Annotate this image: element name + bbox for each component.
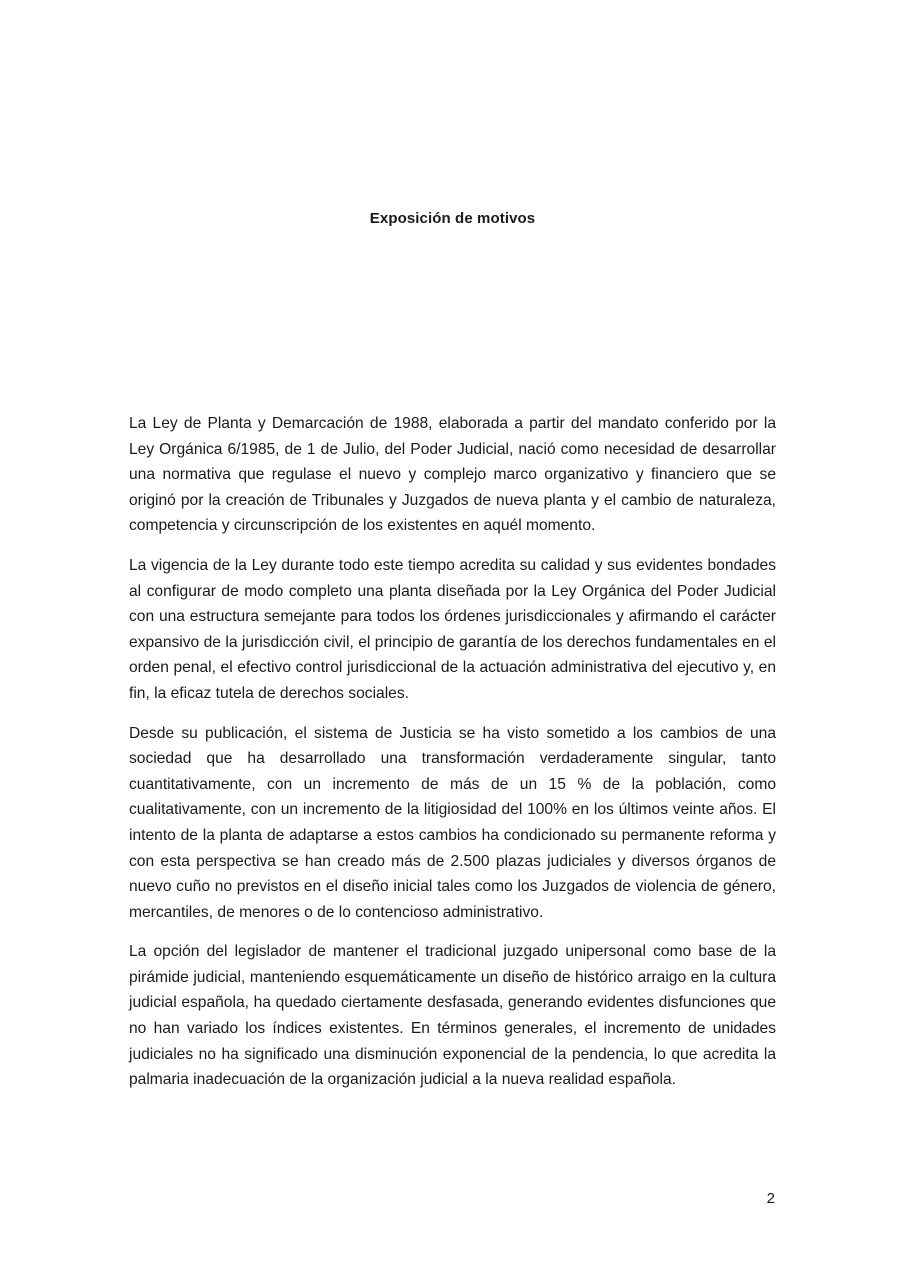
paragraph-3: Desde su publicación, el sistema de Justicia se ha visto sometido a los cambios de una sociedad que ha desarrollado una transformación verdaderamente singular, tanto cuantitativamente, con un incremento de más de un 15 % de la población, como cualitativamente, con un incremento de la litigiosidad del 100% en los últimos veinte años. El intento de la planta de adaptarse a estos cambios ha condicionado su permanente reforma y con esta perspectiva se han creado más de 2.500 plazas judiciales y diversos órganos de nuevo cuño no previstos en el diseño inicial tales como los Juzgados de violencia de género, mercantiles, de menores o de lo contencioso administrativo. — [129, 724, 776, 921]
paragraph-2: La vigencia de la Ley durante todo este tiempo acredita su calidad y sus evidentes bondades al configurar de modo completo una planta diseñada por la Ley Orgánica del Poder Judicial con una estructura semejante para todos los órdenes jurisdiccionales y afirmando el carácter expansivo de la jurisdicción civil, el principio de garantía de los derechos fundamentales en el orden penal, el efectivo control jurisdiccional de la actuación administrativa del ejecutivo y, en fin, la eficaz tutela de derechos sociales. — [129, 556, 776, 702]
document-title: Exposición de motivos — [369, 210, 536, 227]
paragraph-1: La Ley de Planta y Demarcación de 1988, elaborada a partir del mandato conferido por la Ley Orgánica 6/1985, de 1 de Julio, del Poder Judicial, nació como necesidad de desarrollar una normativa que regulase el nuevo y complejo marco organizativo y financiero que se originó por la creación de Tribunales y Juzgados de nueva planta y el cambio de naturaleza, competencia y circunscripción de los existentes en aquél momento. — [129, 415, 776, 535]
page-number: 2 — [766, 1190, 775, 1207]
document-body — [129, 411, 776, 1107]
paragraph-4: La opción del legislador de mantener el tradicional juzgado unipersonal como base de la pirámide judicial, manteniendo esquemáticamente un diseño de histórico arraigo en la cultura judicial española, ha quedado ciertamente desfasada, generando evidentes disfunciones que no han variado los índices existentes. En términos generales, el incremento de unidades judiciales no ha significado una disminución exponencial de la pendencia, lo que acredita la palmaria inadecuación de la organización judicial a la nueva realidad española. — [129, 943, 776, 1089]
